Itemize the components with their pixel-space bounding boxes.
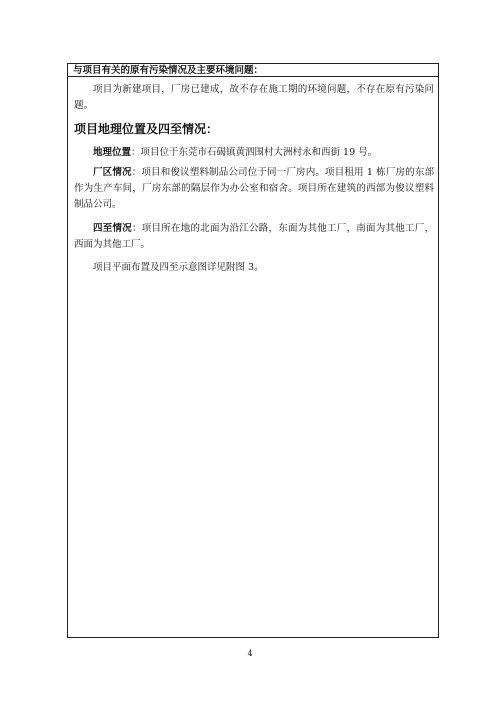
geo-text: ：项目位于东莞市石碣镇黄泗围村大洲村永和西街 19 号。 [131,147,378,158]
geo-paragraph [74,145,434,161]
plant-label: 厂区情况 [93,167,132,178]
surroundings-label: 四至情况 [93,223,132,234]
plant-paragraph [74,165,434,213]
pollution-paragraph: 项目为新建项目，厂房已建成，故不存在施工期的环境问题，不存在原有污染问题。 [74,84,434,111]
surroundings-text: ：项目所在地的北面为沿江公路，东面为其他工厂，南面为其他工厂，西面为其他工厂。 [74,223,434,250]
surroundings-paragraph [74,221,434,253]
geo-label: 地理位置 [93,147,132,158]
header-label: 与项目有关的原有污染情况及主要环境问题： [73,65,264,76]
figure-reference: 项目平面布置及四至示意图详见附图 3。 [93,262,264,273]
table-header-row [68,64,438,77]
section-title: 项目地理位置及四至情况： [74,122,219,136]
plant-text: ：项目和俊议塑料制品公司位于同一厂房内。项目租用 1 栋厂房的东部作为生产车间，厂房东部的隔层作为办公室和宿舍。项目所在建筑的西部为俊议塑料制品公司。 [74,167,434,210]
page-number: 4 [247,649,253,658]
form-table [67,63,439,638]
